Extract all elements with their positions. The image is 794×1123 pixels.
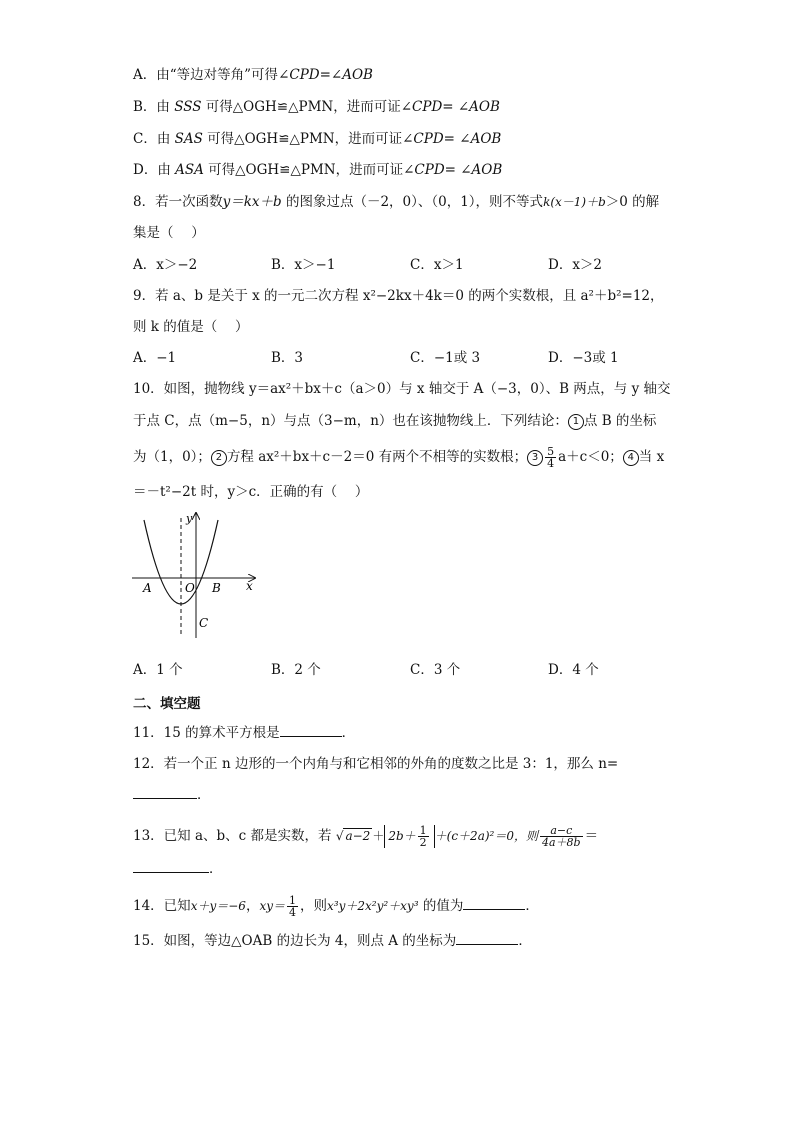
q11-stem: 11．15 的算术平方根是 ． — [133, 725, 356, 741]
q9-option-c: C．−1或 3 — [410, 350, 481, 366]
fraction-a-minus-c: $\frac{a-c}{4a+8b}$ — [541, 824, 581, 849]
section-heading-fill-in: 二、填空题 — [133, 696, 201, 712]
q8-option-b: B．x＞−1 — [271, 257, 336, 273]
q10-stem-line1: 10．如图，抛物线 y＝ax²＋bx＋c（a＞0）与 x 轴交于 A（−3，0）、B 两点，与 y 轴交 — [133, 381, 671, 397]
q15-stem: 15．如图，等边△OAB 的边长为 4，则点 A 的坐标为 ． — [133, 933, 532, 949]
answer-blank[interactable] — [280, 724, 342, 737]
absolute-value-expression: 2b＋ $\frac{1}{2}$ — [384, 825, 434, 848]
q8-option-c: C．x＞1 — [410, 257, 464, 273]
q10-stem-line2: 于点 C，点（m−5，n）与点（3−m，n）也在该抛物线上．下列结论： 1 点 B 的坐标 — [133, 413, 657, 429]
answer-blank[interactable] — [463, 897, 525, 910]
q13-stem-line2: ． — [133, 860, 223, 878]
q13-stem: 13．已知 a、b、c 都是实数，若 √ a−2 ＋ 2b＋ $\frac{1}{2}$ ＋(c＋2a)²＝0，则 $\frac{a-c}{4a+8b}$ ＝ — [133, 824, 599, 849]
q10-option-d: D．4 个 — [548, 662, 599, 678]
q8-stem-line1: 8．若一次函数y＝kx＋b 的图象过点（－2，0）、（0，1），则不等式k(x－1)＋b＞0 的解 — [133, 194, 660, 210]
parabola-graph — [130, 510, 260, 642]
q9-stem-line1: 9．若 a、b 是关于 x 的一元二次方程 x²−2kx＋4k＝0 的两个实数根，且 a²＋b²=12， — [133, 288, 664, 304]
q8-option-d: D．x＞2 — [548, 257, 603, 273]
q10-stem-line4: ＝－t²−2t 时，y＞c．正确的有（ ） — [133, 484, 369, 500]
q9-option-b: B．3 — [271, 350, 304, 366]
q9-option-a: A．−1 — [133, 350, 177, 366]
fraction-five-fourths: $\frac{5}{4}$ — [547, 445, 555, 470]
label-y: y — [186, 512, 193, 525]
label-x: x — [246, 579, 253, 593]
q12-stem-line1: 12．若一个正 n 边形的一个内角与和它相邻的外角的度数之比是 3：1，那么 n= — [133, 756, 619, 772]
q7-option-d: D．由 ASA 可得△OGH≌△PMN，进而可证∠CPD= ∠AOB — [133, 162, 503, 178]
circled-number-1: 1 — [568, 414, 584, 430]
q8-option-a: A．x＞−2 — [133, 257, 198, 273]
circled-number-3: 3 — [527, 450, 543, 466]
q10-option-c: C．3 个 — [410, 662, 461, 678]
circled-number-2: 2 — [211, 450, 227, 466]
answer-blank[interactable] — [133, 860, 209, 873]
q7-option-b: B．由 SSS 可得△OGH≌△PMN，进而可证∠CPD= ∠AOB — [133, 99, 500, 115]
q8-stem-line2: 集是（ ） — [133, 225, 205, 241]
q7-option-a: A．由“等边对等角”可得∠CPD=∠AOB — [133, 67, 373, 83]
circled-number-4: 4 — [623, 450, 639, 466]
q9-option-d: D．−3或 1 — [548, 350, 619, 366]
q12-stem-line2: ． — [133, 786, 211, 804]
q7-option-c: C．由 SAS 可得△OGH≌△PMN，进而可证∠CPD= ∠AOB — [133, 131, 502, 147]
label-B: B — [212, 581, 221, 595]
q10-option-a: A．1 个 — [133, 662, 183, 678]
label-A: A — [143, 581, 152, 595]
q10-stem-line3: 为（1，0）； 2 方程 ax²＋bx＋c－2＝0 有两个不相等的实数根； 3 $\frac{5}{4}$ a＋c＜0； 4 当 x — [133, 445, 665, 470]
q10-option-b: B．2 个 — [271, 662, 321, 678]
q9-stem-line2: 则 k 的值是（ ） — [133, 319, 249, 335]
q14-stem: 14．已知x＋y＝−6，xy＝ $\frac{1}{4}$ ，则x³y＋2x²y²＋xy³ 的值为 ． — [133, 894, 539, 919]
answer-blank[interactable] — [133, 786, 197, 799]
sqrt-expression: a−2 — [345, 829, 371, 843]
label-C: C — [199, 616, 209, 630]
label-O: O — [185, 581, 195, 595]
answer-blank[interactable] — [456, 932, 518, 945]
